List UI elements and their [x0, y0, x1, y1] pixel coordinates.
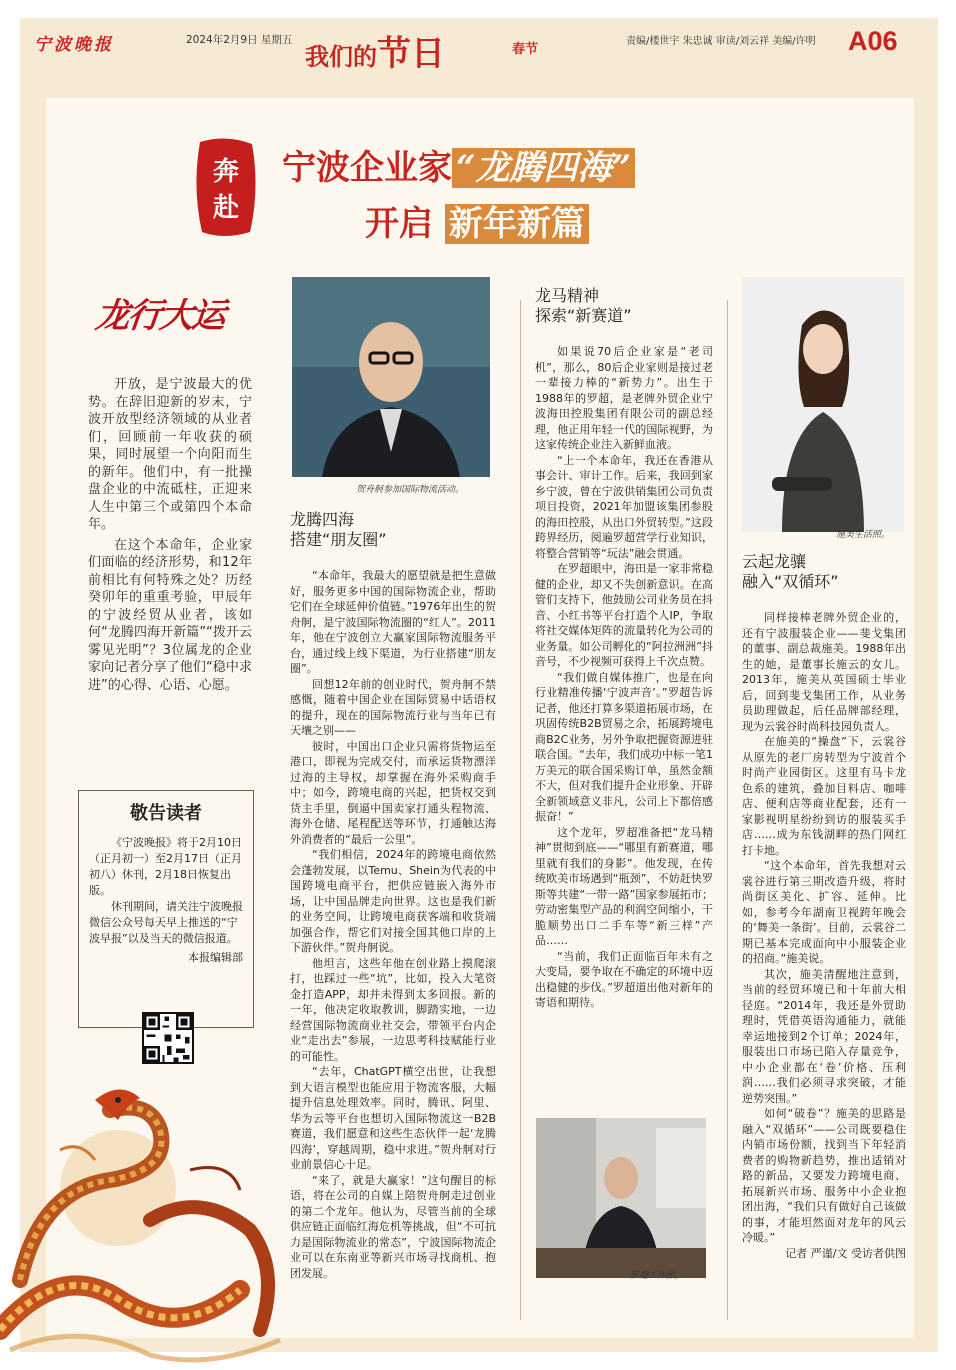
newspaper-logo: 宁波晚报	[34, 35, 114, 55]
section2-paragraph: 在罗超眼中，海田是一家非常稳健的企业，却又不失创新意识。在高管们支持下，他鼓励公司业务员在抖音、小红书等平台打造个人IP，争取将社交媒体矩阵的流量转化为公司的业务量。如公司孵化的“阿拉洲洲”抖音号，不少视频可获得上千次点赞。	[535, 562, 713, 668]
section2-paragraph: “我们做自媒体推广，也是在向行业精准传播‘宁波声音’。”罗超告诉记者，他还打算多渠道拓展市场，在巩固传统B2B贸易之余，拓展跨境电商B2C业务，另外争取把握资源进驻联合国。“去年，我们成功中标一笔1万美元的联合国采购订单，虽然金额不大，但对我们提升企业形象、开辟全新领域意义非凡，公司上下都倍感振奋！”	[535, 670, 713, 823]
section2-paragraph: “上一个本命年，我还在香港从事会计、审计工作。后来，我回到家乡宁波，曾在宁波供销集团公司负责项目投资，2021年加盟该集团参股的海田控股，从出口外贸转型。”这段跨界经历，阅遍罗超营学行业知识，将整合营销等“玩法”融会贯通。	[535, 453, 713, 560]
section3-paragraph: 如何“破卷”？施美的思路是融入“双循环”——公司既要稳住内销市场份额，找到当下年轻消费者的购物新趋势，推出适销对路的新品，又要发力跨境电商、拓展新兴市场、服务中小企业抱团出海，“我们只有做好自己该做的事，才能坦然面对龙年的风云冷暖。”	[742, 1107, 906, 1244]
section-title	[305, 26, 445, 75]
section2-paragraph: 这个龙年，罗超准备把“龙马精神”贯彻到底——“哪里有新赛道，哪里就有我们的身影”。他发现，在传统欧美市场遇到“瓶颈”，不妨赶快罗斯等共建“一带一路”国家参展拓市；劳动密集型产品的利润空间缩小，干脆顺势出口二手车等“新三样”产品……	[535, 825, 713, 947]
issue-date: 2024年2月9日 星期五	[186, 34, 293, 46]
section1-paragraph: 彼时，中国出口企业只需将货物运至港口，即视为完成交付，而承运货物漂洋过海的主导权，却掌握在海外采购商手中；如今，跨境电商的兴起，把货权交到货主手里，倒逼中国卖家打通头程物流、海外仓储、尾程配送等环节，打通触达海外消费者的“最后一公里”。	[290, 739, 496, 846]
photo-caption: 施美生活照。	[836, 530, 891, 540]
section-title-a: 我们的	[305, 42, 377, 71]
section3-paragraph: 其次，施美清醒地注意到，当前的经贸环境已和十年前大相径庭。“2014年，我还是外贸助理时，凭借英语沟通能力，就能幸运地接到2个订单；2024年，服装出口市场已陷入存量竞争，中小企业都在‘卷’价格、压利润……我们必须寻求突破，才能逆势突围。”	[742, 967, 906, 1105]
seal-stamp	[190, 136, 262, 240]
dragon-illustration	[0, 1070, 300, 1370]
headline-line-1	[282, 140, 635, 189]
section-subtitle: 春节	[512, 42, 539, 57]
headline-1-highlight: “龙腾四海”	[452, 148, 635, 188]
photo-businessman	[292, 277, 490, 477]
section1-body	[290, 568, 496, 1281]
section3-body	[742, 610, 906, 1261]
section-title-b: 节日	[377, 34, 445, 74]
intro-column	[88, 376, 252, 697]
notice-paragraph: 《宁波晚报》将于2月10日（正月初一）至2月17日（正月初八）休刊，2月18日恢复出版。	[89, 836, 242, 897]
headline-2a: 开启	[365, 204, 433, 244]
intro-paragraph: 在这个本命年，企业家们面临的经济形势，和12年前相比有何特殊之处？历经癸卯年的重重考验，甲辰年的宁波经贸从业者，该如何“龙腾四海开新篇”“拨开云雾见光明”？3位属龙的企业家向记者分享了他们“稳中求进”的心得、心语、心愿。	[88, 537, 252, 693]
section2-paragraph: 如果说70后企业家是“老司机”，那么，80后企业家则是接过老一辈接力棒的“新势力”。出生于1988年的罗超，是老牌外贸企业宁波海田控股集团有限公司的副总经理，他正用年轻一代的国际视野，为这家传统企业注入新鲜血液。	[535, 345, 713, 451]
seal-char-1: 奔	[212, 157, 240, 187]
section2-title-line1: 龙马精神	[535, 286, 600, 305]
section1-paragraph: 回想12年前的创业时代，贺舟舸不禁感慨，随着中国企业在国际贸易中话语权的提升，现在的国际物流行业与当年已有天壤之别——	[290, 677, 496, 737]
photo-caption: 罗超工作照。	[630, 1271, 685, 1281]
section1-title-line1: 龙腾四海	[290, 510, 355, 529]
section2-heading	[535, 286, 632, 326]
calligraphy-title: 龙行大运	[93, 296, 226, 336]
section3-heading	[742, 552, 839, 592]
section1-paragraph: “本命年，我最大的愿望就是把生意做好，服务更多中国的国际物流企业，帮助它们在全球延伸价值链。”1976年出生的贺舟舸，是宁波国际物流圈的“红人”。2011年，他在宁波创立大赢家国际物流服务平台，通过线上线下渠道，为行业搭建“朋友圈”。	[290, 569, 496, 675]
headline-2-highlight: 新年新篇	[445, 204, 589, 244]
section3-paragraph: 在施美的“操盘”下，云裳谷从原先的老厂房转型为宁波首个时尚产业园街区。这里有马卡龙色系的建筑，叠加目料店、咖啡店、便利店等商业配套，还有一家影视明星纷纷到访的服装买手店……成为东钱湖畔的热门网红打卡地。	[742, 735, 906, 857]
notice-signature: 本报编辑部	[188, 951, 243, 964]
headline-line-2	[365, 196, 589, 245]
section3-paragraph: “这个本命年，首先我想对云裳谷进行第三期改造升级，将时尚街区美化、扩容、延伸。比如，参考今年湖南卫视跨年晚会的‘舞美一条街’。目前，云裳谷二期已基本完成面向中小服装企业的招商。”施美说。	[742, 859, 906, 965]
section1-paragraph: “我们相信，2024年的跨境电商依然会蓬勃发展，以Temu、Shein为代表的中国跨境电商平台，把供应链嵌入海外市场，让中国品牌走向世界。这也是我们新的业务空间，让跨境电商获客端和收货端加强合作，帮它们对接全国其他口岸的上下游伙伴。”贺舟舸说。	[290, 848, 496, 954]
reporter-byline: 记者 严谨/文 受访者供图	[785, 1246, 906, 1260]
photo-caption: 贺舟舸参加国际物流活动。	[356, 485, 465, 495]
section1-paragraph: 他坦言，这些年他在创业路上摸爬滚打，也踩过一些“坑”，比如，投入大笔资金打造APP，却并未得到太多回报。新的一年，他决定收取教训，脚踏实地，一边经营国际物流商业社交会，带领平台内企业“走出去”参展，一边思考科技赋能行业的可能性。	[290, 956, 496, 1063]
section2-body	[535, 344, 713, 1011]
photo-office-man	[536, 1118, 706, 1278]
section1-paragraph: “去年，ChatGPT横空出世，让我想到大语言模型也能应用于物流客服，大幅提升信息处理效率。同时，腾讯、阿里、华为云等平台也想切入国际物流这一B2B赛道，我们愿意和这些生态伙伴一起‘龙腾四海’，穿越周期，稳中求进。”贺舟舸对行业前景信心十足。	[290, 1065, 496, 1171]
intro-paragraph: 开放，是宁波最大的优势。在辞旧迎新的岁末，宁波开放型经济领域的从业者们，回顾前一年收获的硕果，同时展望一个向阳而生的新年。他们中，有一批操盘企业的中流砥柱，正迎来人生中第三个或第四个本命年。	[88, 377, 252, 532]
section3-title-line2: 融入“双循环”	[742, 572, 839, 591]
headline-1a: 宁波企业家	[282, 148, 452, 188]
qr-code-icon[interactable]	[142, 1012, 194, 1064]
seal-char-2: 赴	[212, 193, 240, 223]
section2-title-line2: 探索“新赛道”	[535, 306, 632, 325]
section1-heading	[290, 510, 387, 550]
notice-title: 敬告读者	[130, 803, 202, 824]
column-divider	[520, 300, 521, 1320]
notice-paragraph: 休刊期间，请关注宁波晚报微信公众号每天早上推送的“宁波早报”以及当天的微信报道。	[89, 900, 243, 945]
section1-paragraph: “来了，就是大赢家！”这句醒目的标语，将在公司的自媒上陪贺舟舸走过创业的第二个龙年。他认为，尽管当前的全球供应链正面临红海危机等挑战，但“不可抗力是国际物流业的常态”，宁波国际物流企业可以在东南亚等新兴市场寻找商机、抱团发展。	[290, 1173, 496, 1280]
photo-businesswoman	[742, 277, 904, 532]
reader-notice-box	[78, 790, 254, 1028]
column-divider	[727, 300, 728, 1320]
editor-credits: 责编/楼世宇 朱忠诚 审读/刘云祥 美编/许明	[626, 36, 816, 47]
section2-paragraph: “当前，我们正面临百年未有之大变局，要争取在不确定的环境中迈出稳健的步伐。”罗超道出他对新年的寄语和期待。	[535, 949, 713, 1009]
section3-title-line1: 云起龙骧	[742, 552, 807, 571]
section3-paragraph: 同样接棒老牌外贸企业的，还有宁波服装企业——斐戈集团的董事、副总裁施美。1988年出生的她，是董事长施云的女儿。2013年，施美从英国硕士毕业后，回到斐戈集团工作，从业务员助理做起，后任品牌部经理，现为云裳谷时尚科技园负责人。	[742, 611, 906, 733]
section1-title-line2: 搭建“朋友圈”	[290, 530, 387, 549]
page-number: A06	[848, 26, 898, 56]
